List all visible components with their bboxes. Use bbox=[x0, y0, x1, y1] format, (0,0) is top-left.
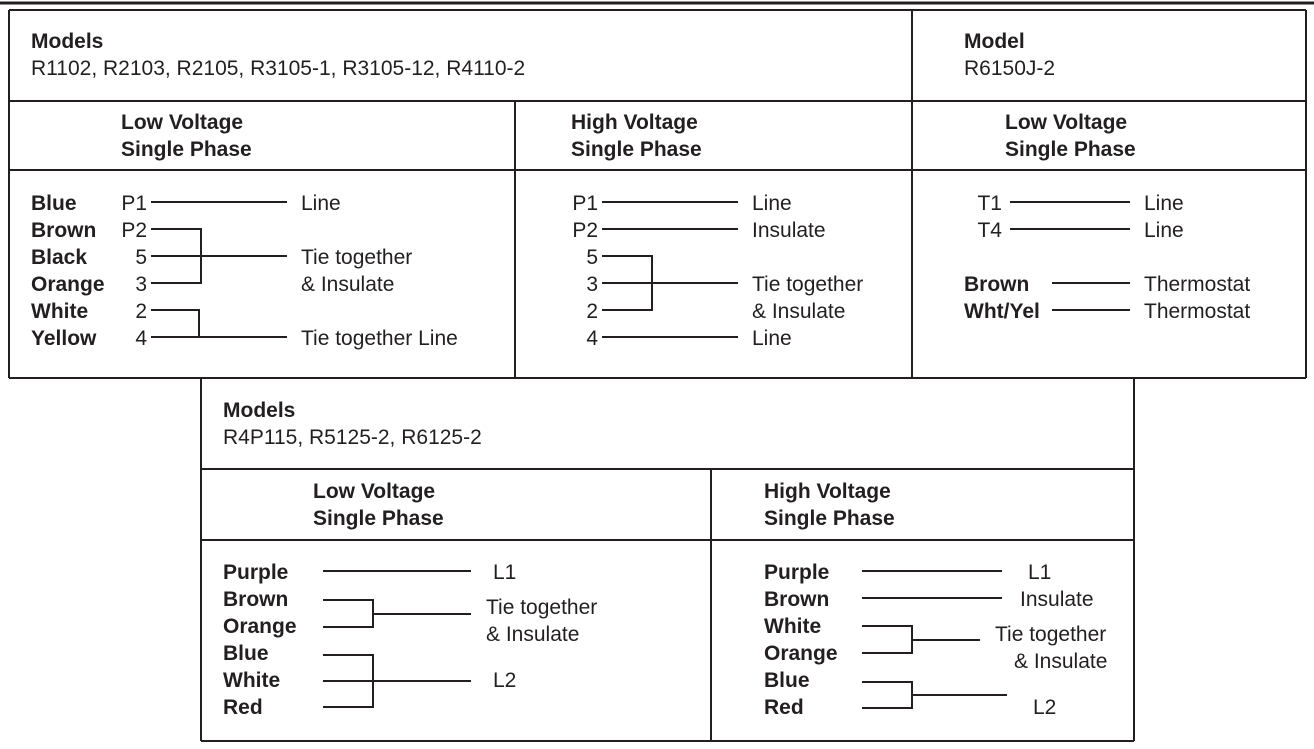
wire-color-label: White bbox=[764, 615, 822, 638]
models-list: R4P115, R5125-2, R6125-2 bbox=[223, 426, 482, 449]
wire-color-label: Blue bbox=[31, 192, 77, 215]
terminal-label: P1 bbox=[121, 192, 147, 215]
high-voltage-heading: High Voltage bbox=[764, 480, 891, 503]
low-voltage-heading: Low Voltage bbox=[121, 111, 244, 134]
connection-label: Line bbox=[752, 192, 792, 215]
model-title: Model bbox=[964, 30, 1025, 53]
wire-color-label: Black bbox=[31, 246, 88, 269]
models-title: Models bbox=[223, 399, 296, 422]
terminal-label: P2 bbox=[572, 219, 598, 242]
wire-color-label: Purple bbox=[764, 561, 830, 584]
wire-color-label: Blue bbox=[223, 642, 269, 665]
connection-label: & Insulate bbox=[486, 623, 580, 646]
wire-color-label: Brown bbox=[223, 588, 289, 611]
wire-color-label: Purple bbox=[223, 561, 289, 584]
connection-label: Line bbox=[301, 192, 341, 215]
connection-label: L2 bbox=[1033, 696, 1057, 719]
wire-color-label: White bbox=[31, 300, 89, 323]
wire-color-label: Orange bbox=[764, 642, 838, 665]
wire-color-label: Wht/Yel bbox=[964, 300, 1040, 323]
connection-label: & Insulate bbox=[301, 273, 395, 296]
wire-color-label: Brown bbox=[764, 588, 830, 611]
wire-color-label: Red bbox=[223, 696, 263, 719]
wire-color-label: White bbox=[223, 669, 281, 692]
connection-label: Thermostat bbox=[1144, 300, 1251, 323]
connection-label: L1 bbox=[493, 561, 517, 584]
connection-label: Line bbox=[1144, 192, 1184, 215]
connection-label: Line bbox=[752, 327, 792, 350]
tie-bracket bbox=[151, 310, 199, 337]
low-voltage-heading: Low Voltage bbox=[1005, 111, 1128, 134]
tie-bracket bbox=[862, 682, 912, 708]
low-voltage-heading: Low Voltage bbox=[313, 480, 436, 503]
connection-label: Line bbox=[1144, 219, 1184, 242]
terminal-label: T4 bbox=[977, 219, 1002, 242]
single-phase-heading: Single Phase bbox=[313, 507, 444, 530]
wire-color-label: Orange bbox=[223, 615, 297, 638]
terminal-label: 4 bbox=[135, 327, 147, 350]
connection-label: L1 bbox=[1028, 561, 1052, 584]
terminal-label: 4 bbox=[586, 327, 598, 350]
wire-color-label: Brown bbox=[964, 273, 1030, 296]
terminal-label: 5 bbox=[586, 246, 598, 269]
connection-label: Tie together Line bbox=[301, 327, 458, 350]
tie-bracket bbox=[323, 600, 373, 627]
wire-color-label: Yellow bbox=[31, 327, 97, 350]
single-phase-heading: Single Phase bbox=[764, 507, 895, 530]
single-phase-heading: Single Phase bbox=[121, 138, 252, 161]
connector-lines bbox=[151, 202, 287, 337]
single-phase-heading: Single Phase bbox=[571, 138, 702, 161]
terminal-label: 5 bbox=[135, 246, 147, 269]
single-phase-heading: Single Phase bbox=[1005, 138, 1136, 161]
connection-label: Thermostat bbox=[1144, 273, 1251, 296]
connection-label: Insulate bbox=[752, 219, 826, 242]
connector-lines bbox=[602, 202, 738, 337]
connector-lines bbox=[862, 571, 1007, 708]
models-title: Models bbox=[31, 30, 104, 53]
wire-color-label: Red bbox=[764, 696, 804, 719]
models-list: R1102, R2103, R2105, R3105-1, R3105-12, R4110-2 bbox=[31, 57, 526, 80]
connection-label: Tie together bbox=[301, 246, 413, 269]
wire-color-label: Orange bbox=[31, 273, 105, 296]
connection-label: L2 bbox=[493, 669, 517, 692]
tie-bracket bbox=[862, 626, 912, 653]
wire-color-label: Blue bbox=[764, 669, 810, 692]
connection-label: Tie together bbox=[995, 623, 1107, 646]
connection-label: Tie together bbox=[752, 273, 864, 296]
wire-color-label: Brown bbox=[31, 219, 97, 242]
connection-label: & Insulate bbox=[752, 300, 846, 323]
connector-lines bbox=[323, 571, 471, 707]
terminal-label: P1 bbox=[572, 192, 598, 215]
terminal-label: 2 bbox=[135, 300, 147, 323]
terminal-label: 3 bbox=[586, 273, 598, 296]
connection-label: Insulate bbox=[1020, 588, 1094, 611]
terminal-label: 2 bbox=[586, 300, 598, 323]
terminal-label: T1 bbox=[977, 192, 1002, 215]
high-voltage-heading: High Voltage bbox=[571, 111, 698, 134]
connection-label: & Insulate bbox=[1014, 650, 1108, 673]
terminal-label: 3 bbox=[135, 273, 147, 296]
model-list: R6150J-2 bbox=[964, 57, 1056, 80]
connection-label: Tie together bbox=[486, 596, 598, 619]
terminal-label: P2 bbox=[121, 219, 147, 242]
